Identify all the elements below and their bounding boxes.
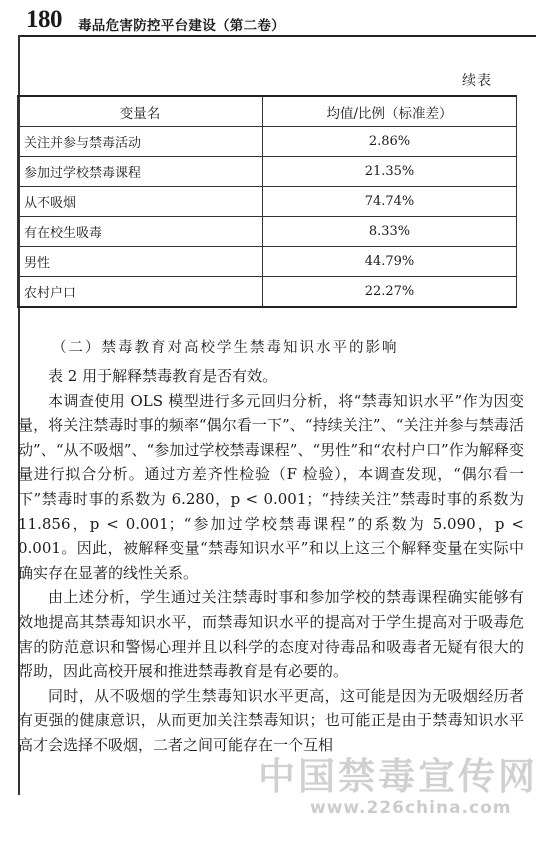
table-row — [18, 127, 517, 157]
table-cell-variable: 从不吸烟 — [18, 187, 263, 217]
section-heading: （二）禁毒教育对高校学生禁毒知识水平的影响 — [52, 340, 399, 356]
page-number: 180 — [26, 6, 62, 33]
paragraph: 表 2 用于解释禁毒教育是否有效。 — [48, 367, 278, 385]
header-divider — [18, 35, 536, 37]
table-cell-variable: 男性 — [18, 247, 263, 277]
paragraph: 由上述分析，学生通过关注禁毒时事和参加学校的禁毒课程确实能够有效地提高其禁毒知识水平，而禁毒知识水平的提高对于学生提高对于吸毒危害的防范意识和警惕心理并且以科学的态度对待毒品和吸毒者无疑有很大的帮助，因此高校开展和推进禁毒教育是有必要的。 — [18, 588, 524, 681]
table-cell-value: 74.74% — [263, 187, 517, 217]
table-row — [18, 157, 517, 187]
table-row — [18, 277, 517, 308]
table-row — [18, 187, 517, 217]
paragraph: 同时，从不吸烟的学生禁毒知识水平更高，这可能是因为无吸烟经历者有更强的健康意识，从而更加关注禁毒知识；也可能正是由于禁毒知识水平高才会选择不吸烟，二者之间可能存在一个互相 — [18, 686, 524, 754]
variable-statistics-table — [17, 95, 517, 308]
table-cell-value: 21.35% — [263, 157, 517, 187]
paragraph: 本调查使用 OLS 模型进行多元回归分析，将“禁毒知识水平”作为因变量，将关注禁毒时事的频率“偶尔看一下”、“持续关注”、“关注并参与禁毒活动”、“从不吸烟”、“参加过学校禁毒课程”、“男性”和“农村户口”作为解释变量进行拟合分析。通过方差齐性检验（F 检验），本调查发现，“偶尔看一下”禁毒时事的系数为 6.280，p < 0.001；“持续关注”禁毒时事的系数为 11.856，p < 0.001；“参加过学校禁毒课程”的系数为 5.090，p < 0.001。因此，被解释变量“禁毒知识水平”和以上这三个解释变量在实际中确实存在显著的线性关系。 — [18, 391, 524, 582]
watermark-url: www.226china.com — [310, 798, 512, 818]
body-text — [18, 364, 524, 758]
table-continuation-label: 续表 — [462, 73, 492, 89]
table-cell-variable: 参加过学校禁毒课程 — [18, 157, 263, 187]
column-header-mean-ratio: 均值/比例（标准差） — [263, 96, 517, 127]
table-cell-value: 2.86% — [263, 127, 517, 157]
watermark-logo: 中国禁毒宣传网 — [258, 755, 538, 798]
table-row — [18, 217, 517, 247]
column-header-variable: 变量名 — [18, 96, 263, 127]
table-header-row — [18, 96, 517, 127]
table-cell-variable: 农村户口 — [18, 277, 263, 308]
table-cell-value: 22.27% — [263, 277, 517, 308]
running-header-title: 毒品危害防控平台建设（第二卷） — [78, 18, 285, 34]
table-cell-variable: 有在校生吸毒 — [18, 217, 263, 247]
table-cell-value: 8.33% — [263, 217, 517, 247]
table-row — [18, 247, 517, 277]
table-cell-value: 44.79% — [263, 247, 517, 277]
table-cell-variable: 关注并参与禁毒活动 — [18, 127, 263, 157]
